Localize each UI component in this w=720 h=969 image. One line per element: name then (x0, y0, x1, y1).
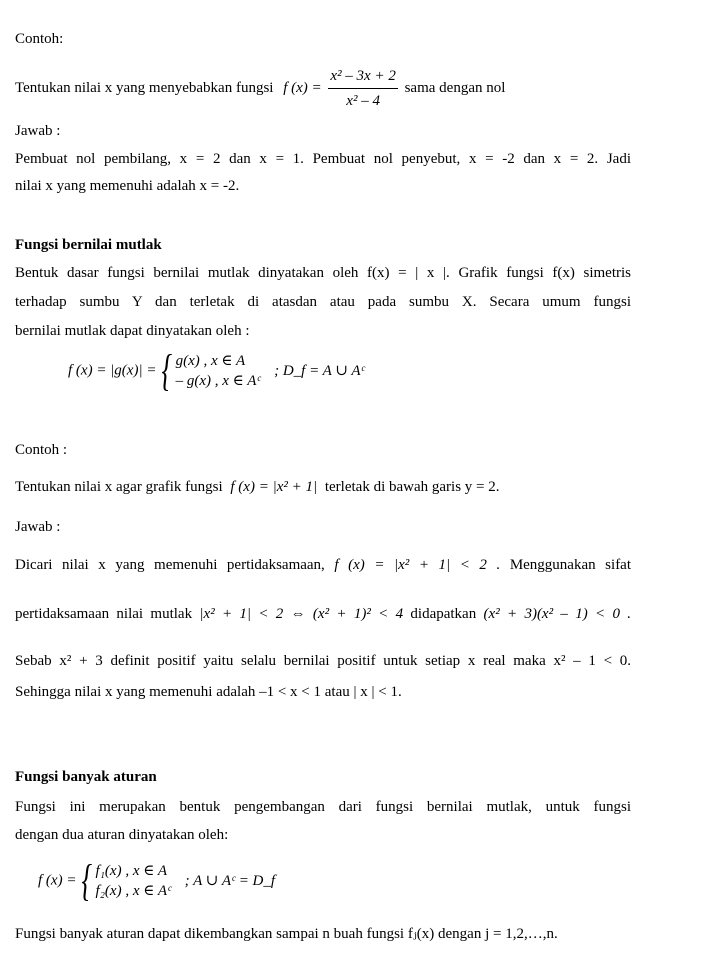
example-2-answer-label: Jawab : (15, 519, 61, 535)
answer-text: Dicari nilai x yang memenuhi pertidaksamaan, (15, 557, 325, 573)
question-suffix: terletak di bawah garis y = 2. (324, 479, 500, 495)
rational-fraction (328, 66, 397, 111)
answer-line (15, 605, 631, 623)
domain-rhs: ; D_f = A ∪ Aᶜ (274, 362, 365, 379)
paragraph-line: terhadap sumbu Y dan terletak di atasdan atau pada sumbu X. Secara umum fungsi (15, 294, 631, 310)
example-2-heading: Contoh : (15, 442, 68, 458)
formula-lhs: f (x) = (38, 872, 77, 889)
formula-lhs: f (x) = |g(x)| = (68, 362, 157, 379)
case-row: g(x) , x ∈ A (175, 352, 246, 369)
question-text: Tentukan nilai x yang menyebabkan fungsi (15, 79, 274, 96)
example-1-answer-line: nilai x yang memenuhi adalah x = -2. (15, 178, 240, 194)
paragraph-line: Fungsi ini merupakan bentuk pengembangan dari fungsi bernilai mutlak, untuk fungsi (15, 799, 631, 815)
case-row: – g(x) , x ∈ Aᶜ (175, 372, 261, 389)
domain-rhs: ; A ∪ Aᶜ = D_f (184, 872, 276, 889)
example-1-answer-label: Jawab : (15, 123, 61, 139)
left-brace-icon: { (81, 855, 93, 905)
example-1-answer-line: Pembuat nol pembilang, x = 2 dan x = 1. Pembuat nol penyebut, x = -2 dan x = 2. Jadi (15, 151, 631, 167)
answer-line (15, 556, 631, 574)
question-text: Tentukan nilai x agar grafik fungsi (15, 479, 223, 495)
question-suffix: sama dengan nol (404, 79, 506, 96)
fraction-numerator: x² – 3x + 2 (328, 66, 397, 89)
fraction-denominator: x² – 4 (346, 93, 380, 109)
cases-block (176, 351, 261, 391)
inequality-math: |x² + 1| < 2 ⇔ (x² + 1)² < 4 (199, 606, 404, 622)
multi-rule-formula (38, 855, 276, 905)
question-function: f (x) = |x² + 1| (230, 479, 318, 495)
left-brace-icon: { (161, 345, 173, 395)
answer-line: Sebab x² + 3 definit positif yaitu selalu bernilai positif untuk setiap x real maka x² – 1 < 0. (15, 653, 631, 669)
paragraph-line: dengan dua aturan dinyatakan oleh: (15, 827, 229, 843)
cases-block (96, 861, 171, 901)
section-title-absolute: Fungsi bernilai mutlak (15, 237, 162, 253)
section-title-multi-rule: Fungsi banyak aturan (15, 769, 157, 785)
answer-text: didapatkan (410, 606, 477, 622)
example-1-heading: Contoh: (15, 31, 64, 47)
case-row: f₂(x) , x ∈ Aᶜ (95, 882, 171, 899)
example-1-question (15, 66, 505, 111)
example-2-question (15, 478, 500, 496)
answer-text: pertidaksamaan nilai mutlak (15, 606, 193, 622)
case-row: f₁(x) , x ∈ A (95, 862, 167, 879)
factored-inequality: (x² + 3)(x² – 1) < 0 . (483, 606, 632, 622)
inequality-math: f (x) = |x² + 1| < 2 . (334, 557, 501, 573)
answer-text: Menggunakan sifat (509, 557, 632, 573)
closing-line: Fungsi banyak aturan dapat dikembangkan sampai n buah fungsi fⱼ(x) dengan j = 1,2,…,n. (15, 926, 558, 942)
absolute-value-formula (68, 345, 365, 395)
answer-line: Sehingga nilai x yang memenuhi adalah –1 < x < 1 atau | x | < 1. (15, 684, 402, 700)
paragraph-line: Bentuk dasar fungsi bernilai mutlak dinyatakan oleh f(x) = | x |. Grafik fungsi f(x) simetris (15, 265, 631, 281)
paragraph-line: bernilai mutlak dapat dinyatakan oleh : (15, 323, 250, 339)
function-lhs: f (x) = (283, 79, 322, 96)
